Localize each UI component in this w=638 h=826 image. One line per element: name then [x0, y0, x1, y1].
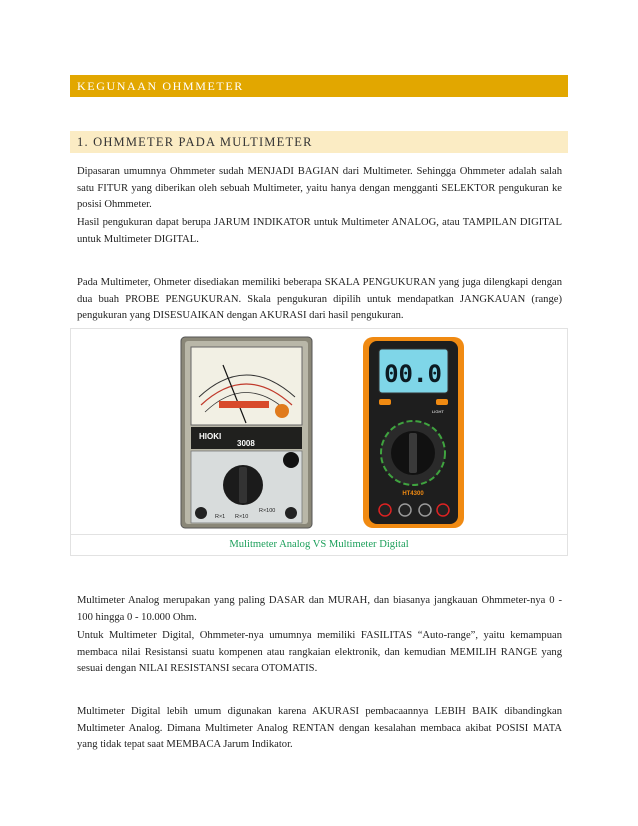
- paragraph-result: Hasil pengukuran dapat berupa JARUM INDIKATOR untuk Multimeter ANALOG, atau TAMPILAN DIGITAL untuk Multimeter DIGITAL.: [77, 217, 562, 245]
- digital-model-label: HT4300: [402, 491, 424, 497]
- digital-light-label: LIGHT: [432, 409, 444, 414]
- figure-caption: Mulitmeter Analog VS Multimeter Digital: [229, 539, 409, 550]
- section-subtitle: 1. OHMMETER PADA MULTIMETER: [70, 131, 568, 153]
- analog-multimeter-image: [179, 335, 314, 530]
- analog-model-label: 3008: [237, 439, 255, 448]
- paragraph-accuracy: Multimeter Digital lebih umum digunakan karena AKURASI pembacaannya LEBIH BAIK dibandingkan Multimeter Analog. Dimana Multimeter Analog RENTAN dengan kesalahan membaca akibat POSISI MATA yang tidak tepat saat MEMBACA Jarum Indikator.: [77, 706, 562, 750]
- figure-divider: [71, 534, 567, 535]
- section-title: KEGUNAAN OHMMETER: [70, 75, 568, 97]
- analog-range-rx10: R×10: [235, 514, 249, 520]
- figure-multimeters: [70, 328, 568, 556]
- paragraph-scale: Pada Multimeter, Ohmeter disediakan memiliki beberapa SKALA PENGUKURAN yang juga dilengkapi dengan dua buah PROBE PENGUKURAN. Skala pengukuran dipilih untuk mendapatkan JANGKAUAN (range) pengukuran yang DISESUAIKAN dengan AKURASI dari hasil pengukuran.: [77, 277, 562, 321]
- paragraph-digital: Untuk Multimeter Digital, Ohmmeter-nya umumnya memiliki FASILITAS “Auto-range”, yaitu kemampuan membaca nilai Resistansi suatu kompenen atau rangkaian elektronik, dan kemudian MEMILIH RANGE yang sesuai dengan NILAI RESISTANSI secara OTOMATIS.: [77, 630, 562, 674]
- paragraph-analog: Multimeter Analog merupakan yang paling DASAR dan MURAH, dan biasanya jangkauan Ohmmeter-nya 0 - 100 hingga 0 - 10.000 Ohm.: [77, 595, 562, 623]
- paragraph-intro: Dipasaran umumnya Ohmmeter sudah MENJADI BAGIAN dari Multimeter. Sehingga Ohmmeter adalah salah satu FITUR yang diberikan oleh sebuah Multimeter, yaitu hanya dengan mengganti SELEKTOR pengukuran ke posisi Ohmmeter.: [77, 166, 562, 210]
- digital-display-value: 00.0: [384, 360, 442, 388]
- analog-brand-label: HIOKI: [199, 432, 222, 441]
- analog-range-rx100: R×100: [259, 508, 276, 514]
- digital-multimeter-image: [361, 335, 466, 530]
- analog-range-rx1: R×1: [215, 514, 226, 520]
